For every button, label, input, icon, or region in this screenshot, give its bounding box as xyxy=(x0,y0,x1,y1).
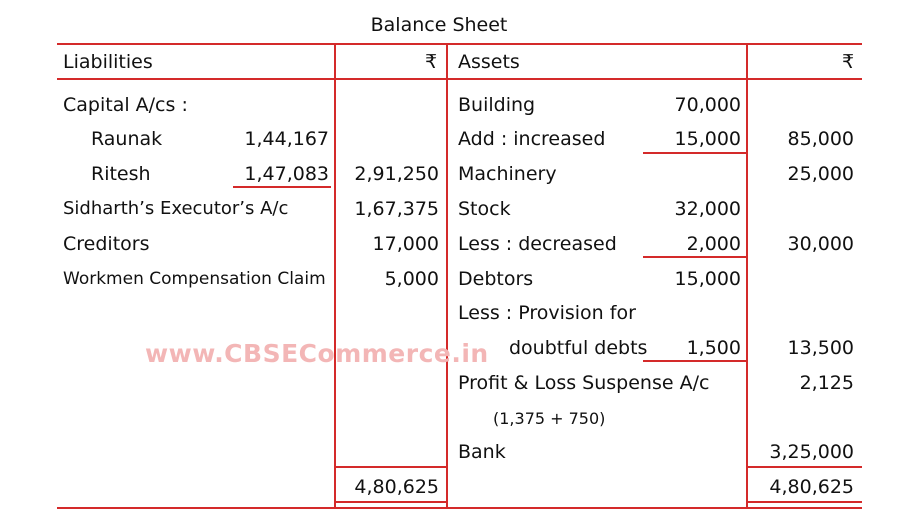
workmen-compensation-amount: 5,000 xyxy=(384,268,439,290)
watermark-text: www.CBSECommerce.in xyxy=(145,339,489,368)
building-label: Building xyxy=(458,94,536,116)
doubtful-debts-amount: 1,500 xyxy=(686,337,741,359)
creditors-label: Creditors xyxy=(63,233,150,255)
raunak-amount: 1,44,167 xyxy=(244,128,329,150)
ritesh-amount: 1,47,083 xyxy=(244,163,329,185)
doubtful-debts-label: doubtful debts xyxy=(509,337,648,359)
assets-amount-divider xyxy=(746,43,748,509)
debtors-total: 13,500 xyxy=(787,337,854,359)
liabilities-total: 4,80,625 xyxy=(354,476,439,498)
liabilities-total-top-rule xyxy=(334,466,448,468)
executor-amount: 1,67,375 xyxy=(354,198,439,220)
bank-label: Bank xyxy=(458,441,506,463)
liabilities-header: Liabilities xyxy=(63,51,153,73)
bank-total: 3,25,000 xyxy=(769,441,854,463)
building-amount: 70,000 xyxy=(674,94,741,116)
balance-sheet-title: Balance Sheet xyxy=(370,14,508,36)
add-increased-underline xyxy=(643,152,746,154)
add-increased-amount: 15,000 xyxy=(674,128,741,150)
ritesh-underline xyxy=(233,186,331,188)
creditors-amount: 17,000 xyxy=(372,233,439,255)
header-bottom-rule xyxy=(57,78,862,80)
rupee-symbol-left: ₹ xyxy=(425,51,438,73)
less-decreased-underline xyxy=(643,256,746,258)
raunak-label: Raunak xyxy=(91,128,163,150)
less-decreased-amount: 2,000 xyxy=(686,233,741,255)
stock-amount: 32,000 xyxy=(674,198,741,220)
assets-total-top-rule xyxy=(746,466,862,468)
liabilities-total-bottom-rule xyxy=(334,501,448,503)
less-decreased-label: Less : decreased xyxy=(458,233,617,255)
machinery-label: Machinery xyxy=(458,163,557,185)
stock-total: 30,000 xyxy=(787,233,854,255)
assets-total: 4,80,625 xyxy=(769,476,854,498)
debtors-amount: 15,000 xyxy=(674,268,741,290)
header-top-rule xyxy=(57,43,862,45)
workmen-compensation-label: Workmen Compensation Claim xyxy=(63,269,326,289)
table-bottom-rule xyxy=(57,507,862,509)
rupee-symbol-right: ₹ xyxy=(842,51,855,73)
building-total: 85,000 xyxy=(787,128,854,150)
capital-total: 2,91,250 xyxy=(354,163,439,185)
ritesh-label: Ritesh xyxy=(91,163,151,185)
machinery-total: 25,000 xyxy=(787,163,854,185)
debtors-label: Debtors xyxy=(458,268,534,290)
stock-label: Stock xyxy=(458,198,511,220)
doubtful-debts-underline xyxy=(643,360,746,362)
profit-loss-suspense-total: 2,125 xyxy=(799,372,854,394)
assets-header: Assets xyxy=(458,51,520,73)
center-divider xyxy=(446,43,448,509)
executor-label: Sidharth’s Executor’s A/c xyxy=(63,198,289,219)
liabilities-amount-divider xyxy=(334,43,336,509)
profit-loss-suspense-label: Profit & Loss Suspense A/c xyxy=(458,372,710,394)
assets-total-bottom-rule xyxy=(746,501,862,503)
profit-loss-note: (1,375 + 750) xyxy=(493,409,606,428)
provision-label: Less : Provision for xyxy=(458,302,636,324)
capital-accounts-heading: Capital A/cs : xyxy=(63,94,188,116)
add-increased-label: Add : increased xyxy=(458,128,606,150)
